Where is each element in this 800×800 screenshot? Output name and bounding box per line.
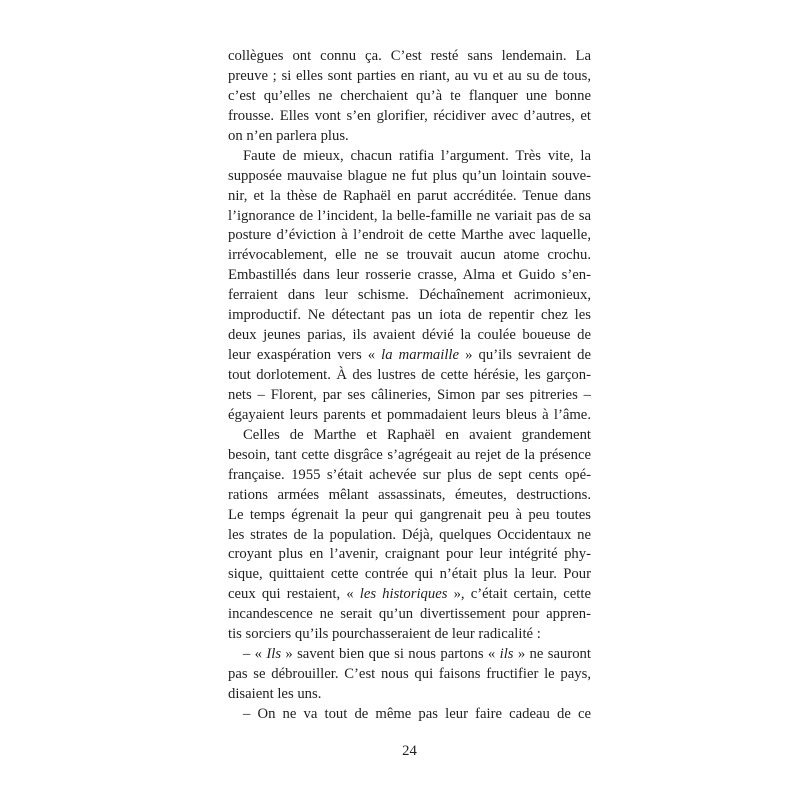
text-line: preuve ; si elles sont parties en riant, au vu et au su de tous, — [228, 67, 591, 84]
text-line: l’ignorance de l’incident, la belle-famille ne variait pas de sa — [228, 207, 591, 224]
page-number: 24 — [402, 743, 417, 759]
text-line: croyant plus en l’avenir, craignant pour leur intégrité phy- — [228, 546, 591, 563]
text-line: deux jeunes parias, ils avaient dévié la coulée boueuse de — [228, 327, 591, 344]
paragraph — [228, 426, 591, 645]
text-line: Faute de mieux, chacun ratifia l’argument. Très vite, la — [243, 147, 591, 164]
text-line: Celles de Marthe et Raphaël en avaient grandement — [243, 426, 591, 443]
text-line: on n’en parlera plus. — [228, 127, 349, 144]
text-segment: leur exaspération vers « — [228, 347, 382, 364]
text-line: nir, et la thèse de Raphaël en parut accréditée. Tenue dans — [228, 187, 591, 204]
text-line: tis sorciers qu’ils pourchasseraient de leur radicalité : — [228, 626, 541, 643]
text-line: improductif. Ne détectant pas un iota de repentir chez les — [228, 307, 591, 324]
text-line: rations armées mêlant assassinats, émeutes, destructions. — [228, 486, 591, 503]
text-line: Le temps égrenait la peur qui gangrenait peu à peu toutes — [228, 506, 591, 523]
text-line — [228, 346, 591, 366]
paragraph — [228, 645, 591, 705]
text-line: sique, quittaient cette contrée qui n’était plus la leur. Pour — [228, 566, 591, 583]
text-line: frousse. Elles vont s’en glorifier, récidiver avec d’autres, et — [228, 107, 591, 124]
italic-text: Ils — [266, 646, 282, 663]
italic-text: les historiques — [359, 586, 448, 603]
text-line: besoin, tant cette disgrâce s’agrégeait au rejet de la présence — [228, 446, 591, 463]
text-segment: » ne sauront — [513, 646, 591, 663]
text-line: – On ne va tout de même pas leur faire cadeau de ce — [243, 705, 591, 722]
body-text — [228, 47, 591, 725]
italic-text: ils — [499, 646, 514, 663]
text-line: égayaient leurs parents et pommadaient leurs bleus à l’âme. — [228, 406, 591, 423]
text-segment: » savent bien que si nous partons « — [281, 646, 500, 663]
text-line: nets – Florent, par ses câlineries, Simon par ses pitreries – — [228, 386, 591, 403]
text-line: disaient les uns. — [228, 686, 322, 702]
text-line: irrévocablement, elle ne se trouvait aucun atome crochu. — [228, 247, 591, 264]
text-line — [228, 645, 591, 665]
text-line: française. 1955 s’était achevée sur plus de sept cents opé- — [228, 466, 591, 483]
text-segment: ceux qui restaient, « — [228, 586, 360, 603]
text-line: ferraient dans leur schisme. Déchaînement acrimonieux, — [228, 287, 591, 304]
text-line: posture d’éviction à l’endroit de cette Marthe avec laquelle, — [228, 227, 591, 244]
text-line — [228, 585, 591, 605]
text-line: incandescence ne serait qu’un divertissement pour appren- — [228, 606, 591, 623]
text-line: les strates de la population. Déjà, quelques Occidentaux ne — [228, 526, 591, 543]
text-line: supposée mauvaise blague ne fut plus qu’un lointain souve- — [228, 167, 591, 184]
text-segment: », c’était certain, cette — [447, 586, 591, 603]
paragraph — [228, 147, 591, 426]
text-line: Embastillés dans leur rosserie crasse, Alma et Guido s’en- — [228, 267, 591, 284]
text-line: c’est qu’elles ne cherchaient qu’à te flanquer une bonne — [228, 87, 591, 104]
paragraph — [228, 705, 591, 725]
text-line: pas se débrouiller. C’est nous qui faisons fructifier le pays, — [228, 666, 591, 683]
text-line: collègues ont connu ça. C’est resté sans lendemain. La — [228, 48, 591, 64]
text-segment: » qu’ils sevraient de — [459, 347, 591, 364]
italic-text: la marmaille — [381, 347, 460, 364]
paragraph — [228, 47, 591, 147]
text-segment: – « — [243, 646, 267, 663]
text-line: tout dorlotement. À des lustres de cette hérésie, les garçon- — [228, 367, 591, 383]
